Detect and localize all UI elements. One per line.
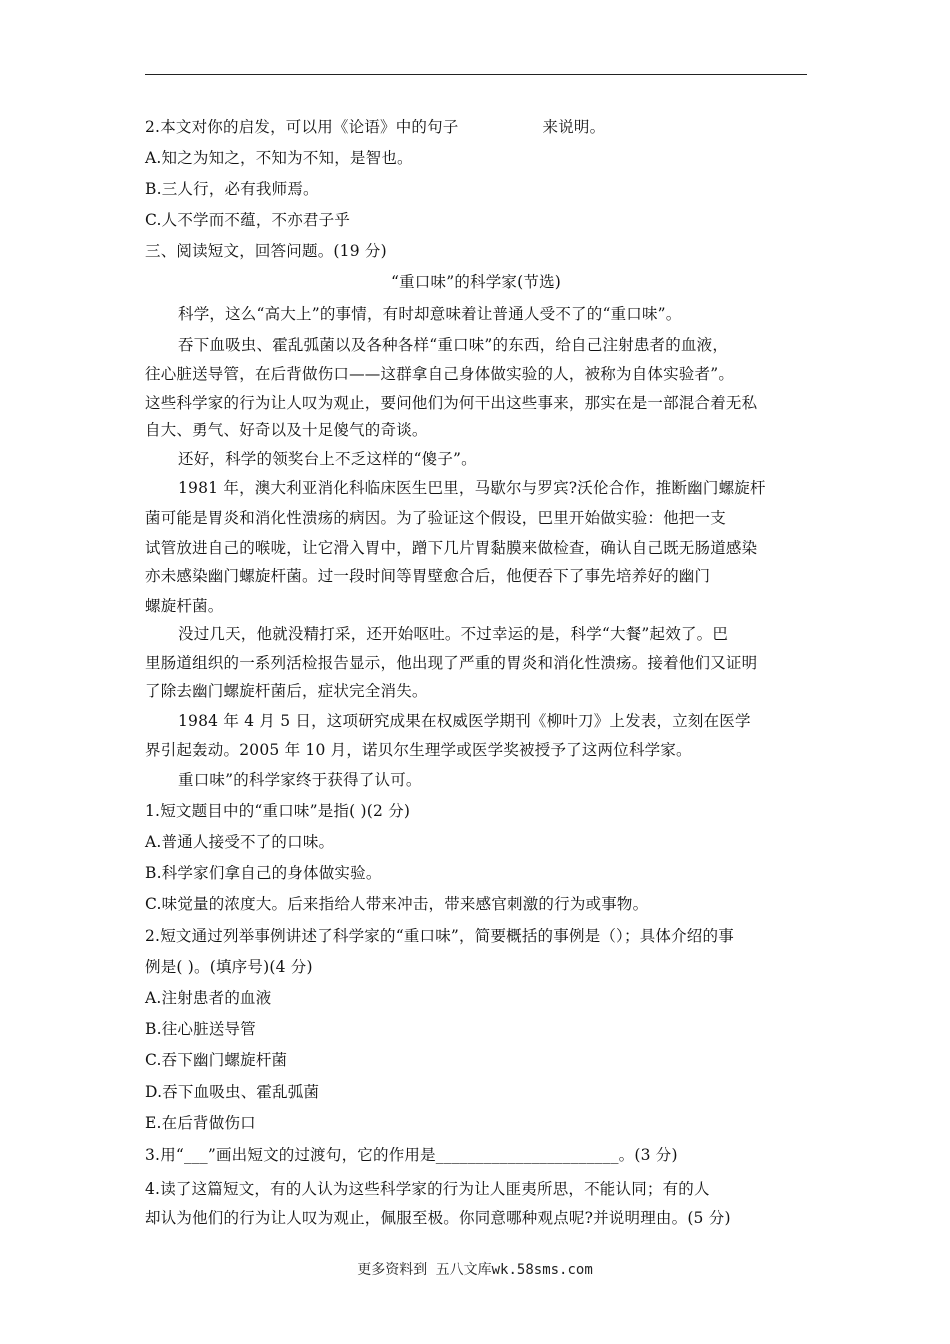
question-2: 2.短文通过列举事例讲述了科学家的“重口味”，简要概括的事例是（）；具体介绍的事 [145,927,734,945]
paragraph-line: 螺旋杆菌。 [145,597,224,615]
question-1-option-c: C.味觉量的浓度大。后来指给人带来冲击，带来感官刺激的行为或事物。 [145,895,649,913]
question-2-option-a: A.注射患者的血液 [145,989,272,1007]
footer-link-text: 更多资料到 五八文库wk.58sms.com [357,1262,593,1278]
question-1-option-b: B.科学家们拿自己的身体做实验。 [145,864,382,882]
paragraph-line: 重口味”的科学家终于获得了认可。 [178,771,422,789]
question-2-prompt: 2.本文对你的启发，可以用《论语》中的句子 来说明。 [145,118,606,136]
paragraph-line: 亦未感染幽门螺旋杆菌。过一段时间等胃壁愈合后，他便吞下了事先培养好的幽门 [145,567,711,585]
paragraph-line: 菌可能是胃炎和消化性溃疡的病因。为了验证这个假设，巴里开始做实验：他把一支 [145,509,726,527]
question-4-continued: 却认为他们的行为让人叹为观止，佩服至极。你同意哪种观点呢?并说明理由。(5 分) [145,1209,731,1227]
paragraph-line: 科学，这么“高大上”的事情，有时却意味着让普通人受不了的“重口味”。 [178,305,682,323]
paragraph-line: 自大、勇气、好奇以及十足傻气的奇谈。 [145,421,428,439]
paragraph-line: 没过几天，他就没精打采，还开始呕吐。不过幸运的是，科学“大餐”起效了。巴 [178,625,729,643]
section-three-heading: 三、阅读短文，回答问题。(19 分) [145,242,387,260]
paragraph-line: 1981 年，澳大利亚消化科临床医生巴里，马歇尔与罗宾?沃伦合作，推断幽门螺旋杆 [178,479,766,497]
option-c: C.人不学而不蕴，不亦君子乎 [145,211,351,229]
question-2-option-e: E.在后背做伤口 [145,1114,256,1132]
paragraph-line: 试管放进自己的喉咙，让它滑入胃中，蹭下几片胃黏膜来做检查，确认自己既无肠道感染 [145,539,758,557]
option-a: A.知之为知之，不知为不知，是智也。 [145,149,413,167]
question-1-option-a: A.普通人接受不了的口味。 [145,833,335,851]
question-2-option-d: D.吞下血吸虫、霍乱弧菌 [145,1083,320,1101]
paragraph-line: 界引起轰动。2005 年 10 月，诺贝尔生理学或医学奖被授予了这两位科学家。 [145,741,692,759]
question-2-option-b: B.往心脏送导管 [145,1020,256,1038]
article-title: “重口味”的科学家(节选) [390,273,562,291]
question-3: 3.用“___”画出短文的过渡句，它的作用是_______________________。(3 分) [145,1146,678,1164]
paragraph-line: 往心脏送导管，在后背做伤口——这群拿自己身体做实验的人，被称为自体实验者”。 [145,365,735,383]
header-rule [145,74,807,75]
question-1: 1.短文题目中的“重口味”是指( )(2 分) [145,802,411,820]
option-b: B.三人行，必有我师焉。 [145,180,319,198]
question-2-continued: 例是( )。(填序号)(4 分) [145,958,313,976]
question-4: 4.读了这篇短文，有的人认为这些科学家的行为让人匪夷所思，不能认同；有的人 [145,1180,710,1198]
paragraph-line: 吞下血吸虫、霍乱弧菌以及各种各样“重口味”的东西，给自己注射患者的血液， [178,336,729,354]
paragraph-line: 还好，科学的领奖台上不乏这样的“傻子”。 [178,450,477,468]
question-2-option-c: C.吞下幽门螺旋杆菌 [145,1051,288,1069]
paragraph-line: 1984 年 4 月 5 日，这项研究成果在权威医学期刊《柳叶刀》上发表，立刻在医学 [178,712,751,730]
paragraph-line: 这些科学家的行为让人叹为观止，要问他们为何干出这些事来，那实在是一部混合着无私 [145,394,758,412]
paragraph-line: 里肠道组织的一系列活检报告显示，他出现了严重的胃炎和消化性溃疡。接着他们又证明 [145,654,758,672]
paragraph-line: 了除去幽门螺旋杆菌后，症状完全消失。 [145,682,428,700]
